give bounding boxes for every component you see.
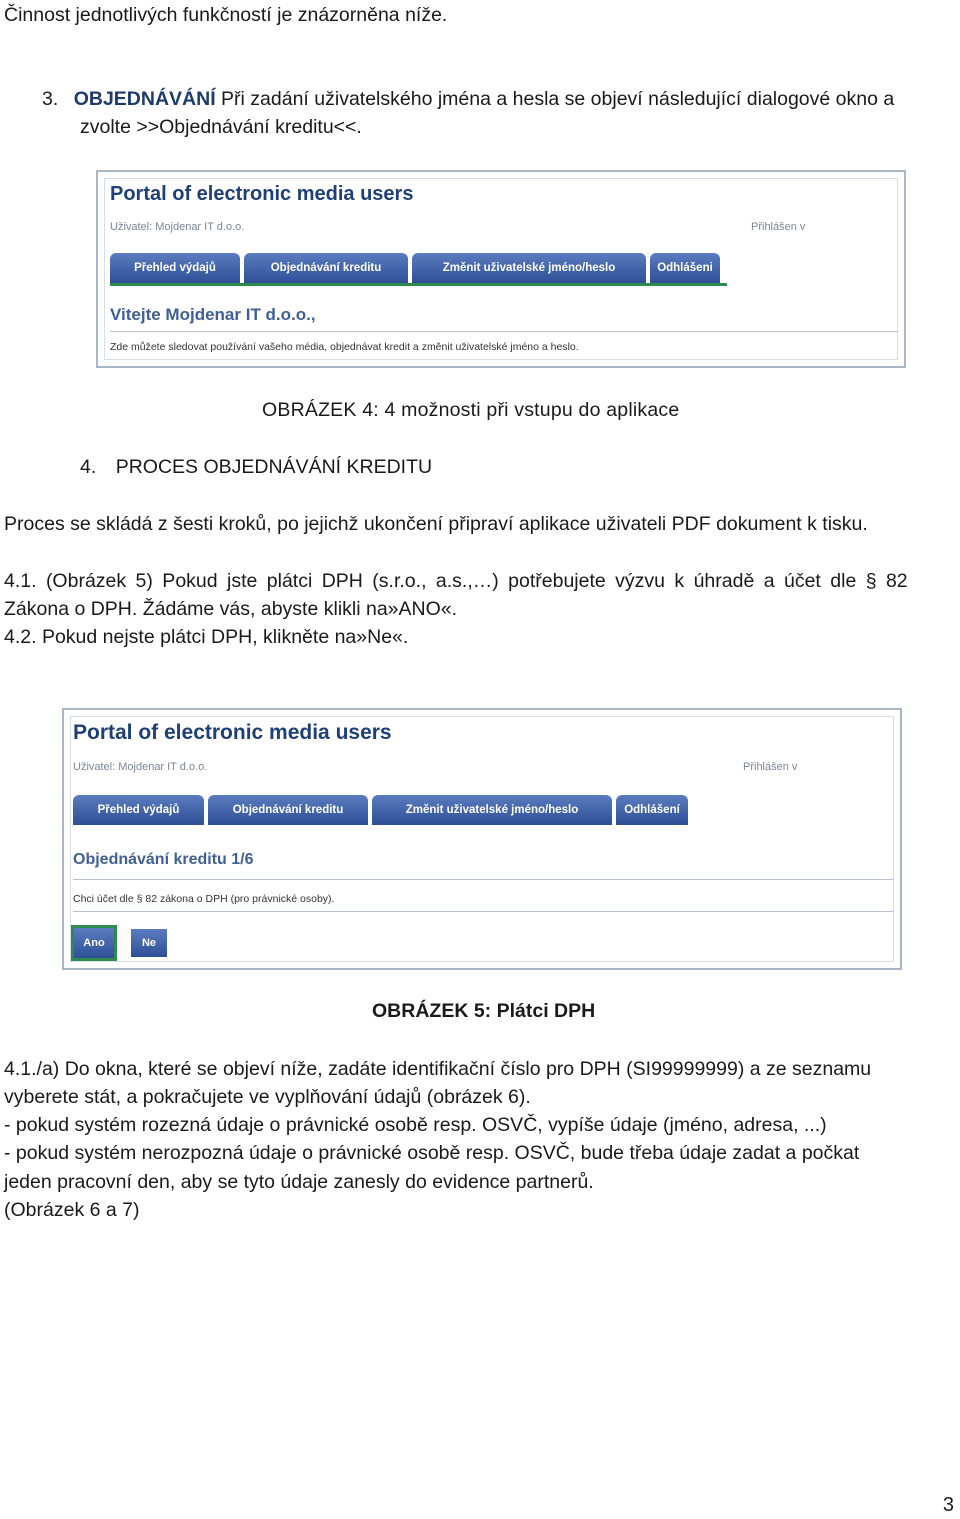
divider-2: [73, 879, 893, 880]
nav-change-credentials-button[interactable]: Změnit uživatelské jméno/heslo: [412, 253, 646, 283]
bullet-not-recognized-line1: - pokud systém nerozpozná údaje o právnické osobě resp. OSVČ, bude třeba údaje zadat a počkat: [4, 1142, 860, 1164]
screenshot-order-credit: [62, 708, 902, 970]
figure-references: (Obrázek 6 a 7): [4, 1199, 140, 1221]
nav-bar-2: [73, 795, 688, 825]
screenshot-portal-home-inner: [104, 178, 898, 360]
divider-3: [73, 911, 893, 912]
welcome-description: Zde můžete sledovat používání vašeho média, objednávat kredit a změnit uživatelské jméno a heslo.: [110, 341, 579, 353]
no-button[interactable]: Ne: [131, 929, 167, 957]
user-label-2: Uživatel: Mojdenar IT d.o.o.: [73, 761, 208, 773]
item3-number: 3.: [42, 88, 59, 110]
nav-underline: [110, 283, 727, 286]
yes-button[interactable]: Ano: [71, 925, 117, 961]
para-4-1a-line2: vyberete stát, a pokračujete ve vyplňování údajů (obrázek 6).: [4, 1086, 531, 1108]
item3-heading: OBJEDNÁVÁNÍ: [73, 88, 216, 110]
section4-number: 4.: [80, 456, 97, 478]
nav-expenses-button-2[interactable]: Přehled výdajů: [73, 795, 204, 825]
nav-bar: [110, 253, 720, 283]
page-number: 3: [942, 1494, 954, 1516]
screenshot-order-credit-inner: [70, 716, 894, 962]
item3-text: Při zadání uživatelského jména a hesla se objeví následující dialogové okno a: [221, 88, 895, 110]
section4-heading: [80, 455, 432, 479]
para-4-2: 4.2. Pokud nejste plátci DPH, klikněte na»Ne«.: [4, 626, 409, 648]
portal-title: Portal of electronic media users: [110, 183, 414, 205]
intro-text: Činnost jednotlivých funkčností je znázorněna níže.: [4, 4, 448, 26]
divider: [110, 331, 898, 332]
item3-line1: [42, 87, 894, 111]
order-step-heading: Objednávání kreditu 1/6: [73, 851, 254, 868]
welcome-heading: Vitejte Mojdenar IT d.o.o.,: [110, 305, 316, 324]
figure5-caption: OBRÁZEK 5: Plátci DPH: [372, 1000, 596, 1022]
logged-in-label-2: Přihlášen v: [743, 761, 798, 773]
bullet-recognized: - pokud systém rozezná údaje o právnické osobě resp. OSVČ, vypíše údaje (jméno, adresa, ...): [4, 1114, 827, 1136]
process-paragraph: Proces se skládá z šesti kroků, po jejichž ukončení připraví aplikace uživateli PDF dokument k tisku.: [4, 513, 868, 535]
vat-invoice-question: Chci účet dle § 82 zákona o DPH (pro právnické osoby).: [73, 893, 335, 905]
figure4-caption: OBRÁZEK 4: 4 možnosti při vstupu do aplikace: [262, 399, 680, 421]
logged-in-label: Přihlášen v: [751, 221, 806, 233]
user-label: Uživatel: Mojdenar IT d.o.o.: [110, 221, 245, 233]
portal-title-2: Portal of electronic media users: [73, 721, 392, 744]
para-4-1a-line1: 4.1./a) Do okna, které se objeví níže, zadáte identifikační číslo pro DPH (SI99999999) a ze seznamu: [4, 1058, 872, 1080]
nav-logout-button[interactable]: Odhlášeni: [650, 253, 720, 283]
nav-expenses-button[interactable]: Přehled výdajů: [110, 253, 240, 283]
screenshot-portal-home: [96, 170, 906, 368]
nav-change-credentials-button-2[interactable]: Změnit uživatelské jméno/heslo: [372, 795, 612, 825]
para-4-1-line2: Zákona o DPH. Žádáme vás, abyste klikli na»ANO«.: [4, 598, 458, 620]
item3-line2: zvolte >>Objednávání kreditu<<.: [80, 116, 362, 138]
nav-order-credit-button-2[interactable]: Objednávání kreditu: [208, 795, 368, 825]
nav-order-credit-button[interactable]: Objednávání kreditu: [244, 253, 408, 283]
nav-logout-button-2[interactable]: Odhlášení: [616, 795, 688, 825]
para-4-1-line1: 4.1. (Obrázek 5) Pokud jste plátci DPH (s.r.o., a.s.,…) potřebujete výzvu k úhradě a účet dle § 82: [4, 570, 908, 592]
section4-title: PROCES OBJEDNÁVÁNÍ KREDITU: [115, 456, 433, 478]
bullet-not-recognized-line2: jeden pracovní den, aby se tyto údaje zanesly do evidence partnerů.: [4, 1171, 594, 1193]
